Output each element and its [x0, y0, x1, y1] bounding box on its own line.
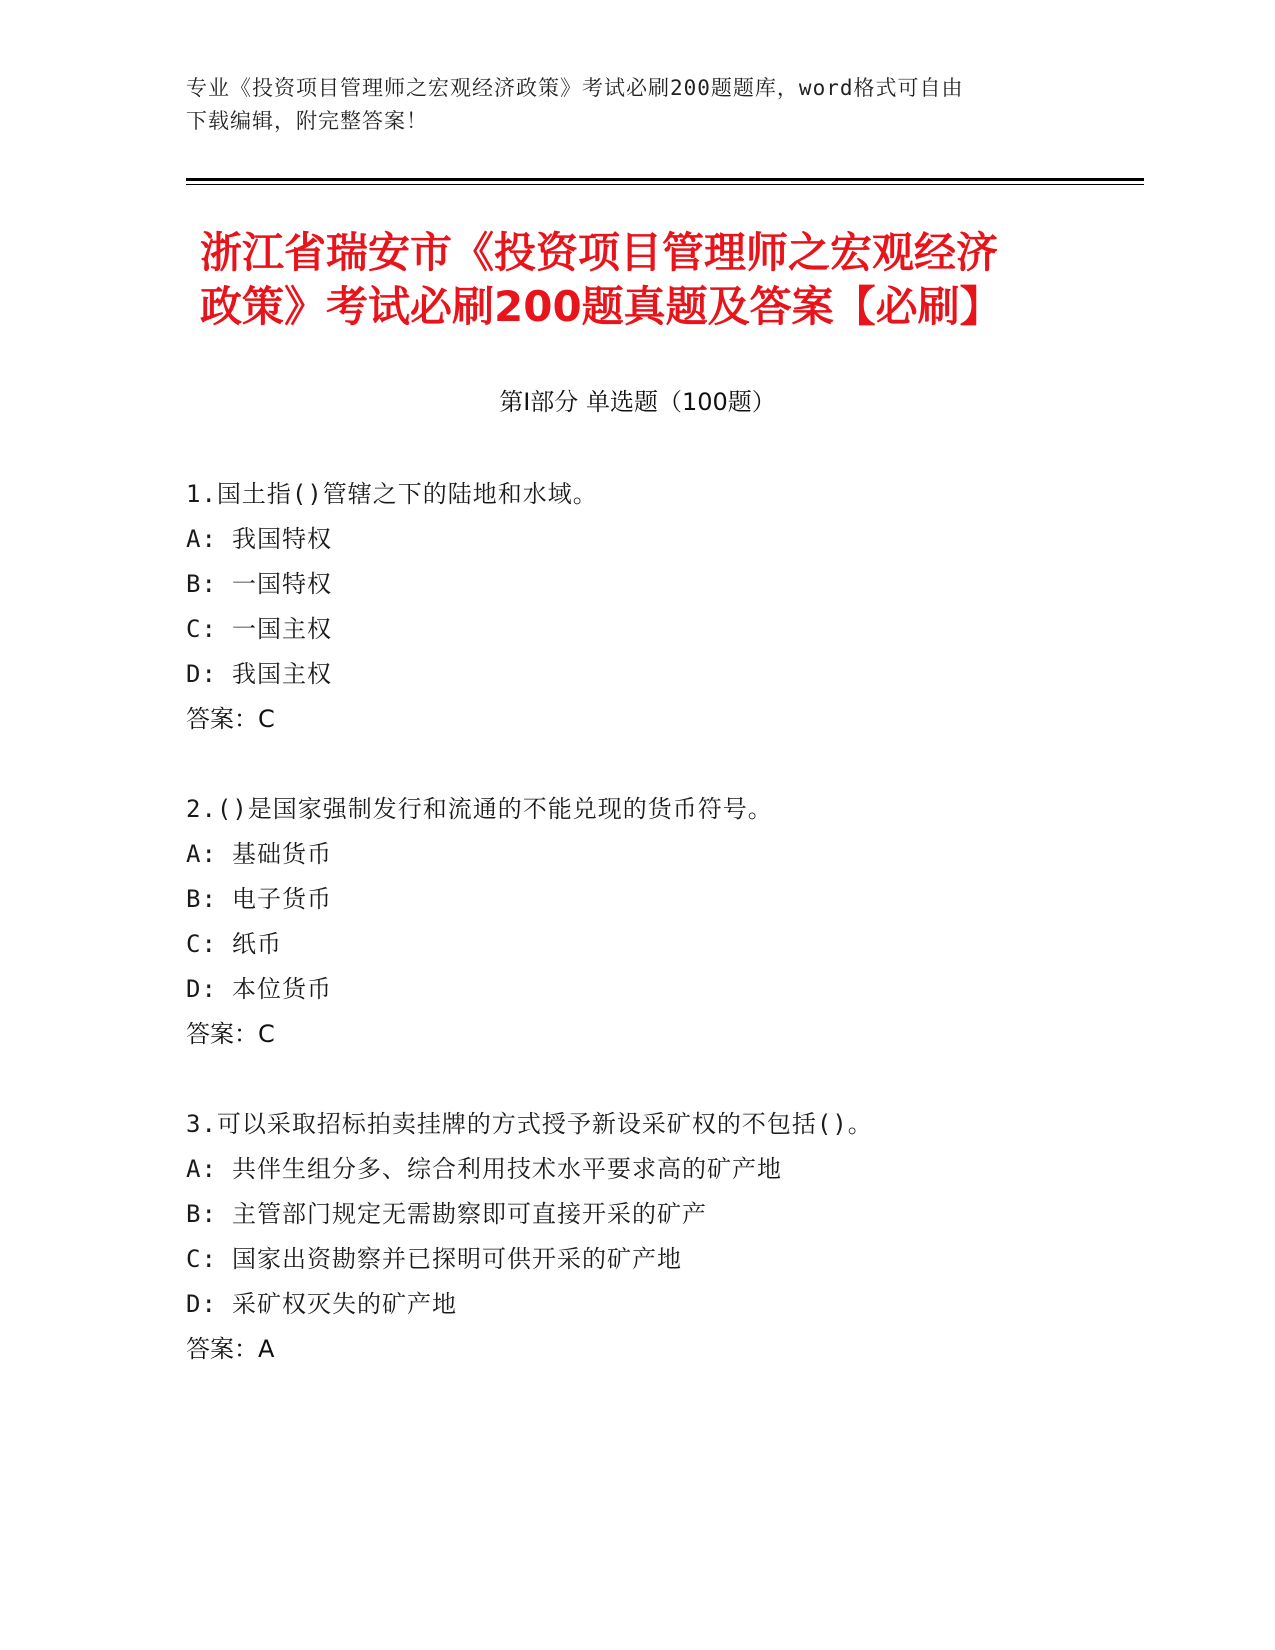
option-b: [186, 562, 1086, 607]
option-text: 纸币: [232, 930, 282, 958]
question-1: [186, 472, 1086, 742]
option-letter: D:: [186, 660, 217, 688]
document-title: [200, 226, 1100, 334]
option-d: [186, 652, 1086, 697]
option-letter: B:: [186, 885, 217, 913]
option-letter: A:: [186, 525, 217, 553]
option-b: [186, 1192, 1086, 1237]
option-c: [186, 1237, 1086, 1282]
option-text: 共伴生组分多、综合利用技术水平要求高的矿产地: [232, 1155, 782, 1183]
header-divider-thin: [186, 184, 1144, 185]
question-stem: 1.国土指()管辖之下的陆地和水域。: [186, 480, 598, 508]
option-letter: B:: [186, 570, 217, 598]
option-letter: A:: [186, 1155, 217, 1183]
option-letter: C:: [186, 1245, 217, 1273]
option-letter: B:: [186, 1200, 217, 1228]
option-b: [186, 877, 1086, 922]
option-a: [186, 1147, 1086, 1192]
question-list: [186, 472, 1086, 1417]
option-d: [186, 967, 1086, 1012]
option-a: [186, 832, 1086, 877]
option-text: 一国主权: [232, 615, 332, 643]
option-letter: D:: [186, 975, 217, 1003]
header-divider-thick: [186, 178, 1144, 181]
option-text: 主管部门规定无需勘察即可直接开采的矿产: [232, 1200, 707, 1228]
question-stem: 2.()是国家强制发行和流通的不能兑现的货币符号。: [186, 795, 773, 823]
option-text: 一国特权: [232, 570, 332, 598]
option-c: [186, 607, 1086, 652]
option-text: 本位货币: [232, 975, 332, 1003]
document-title-line1: 浙江省瑞安市《投资项目管理师之宏观经济: [200, 228, 999, 277]
option-text: 采矿权灭失的矿产地: [232, 1290, 457, 1318]
option-d: [186, 1282, 1086, 1327]
option-text: 我国主权: [232, 660, 332, 688]
header-note-line1: 专业《投资项目管理师之宏观经济政策》考试必刷200题题库，word格式可自由: [186, 76, 964, 100]
option-letter: D:: [186, 1290, 217, 1318]
option-letter: C:: [186, 930, 217, 958]
option-text: 国家出资勘察并已探明可供开采的矿产地: [232, 1245, 682, 1273]
question-stem: 3.可以采取招标拍卖挂牌的方式授予新设采矿权的不包括()。: [186, 1110, 873, 1138]
option-a: [186, 517, 1086, 562]
question-2: [186, 787, 1086, 1057]
option-letter: A:: [186, 840, 217, 868]
option-letter: C:: [186, 615, 217, 643]
section-title: 第Ⅰ部分 单选题（100题）: [499, 388, 776, 416]
header-note-line2: 下载编辑，附完整答案！: [186, 109, 428, 133]
option-text: 我国特权: [232, 525, 332, 553]
answer: 答案：A: [186, 1335, 275, 1363]
header-note: [186, 72, 1086, 138]
option-c: [186, 922, 1086, 967]
question-3: [186, 1102, 1086, 1372]
option-text: 电子货币: [232, 885, 332, 913]
answer: 答案：C: [186, 705, 275, 733]
answer: 答案：C: [186, 1020, 275, 1048]
option-text: 基础货币: [232, 840, 332, 868]
document-title-line2: 政策》考试必刷200题真题及答案【必刷】: [200, 282, 1002, 331]
